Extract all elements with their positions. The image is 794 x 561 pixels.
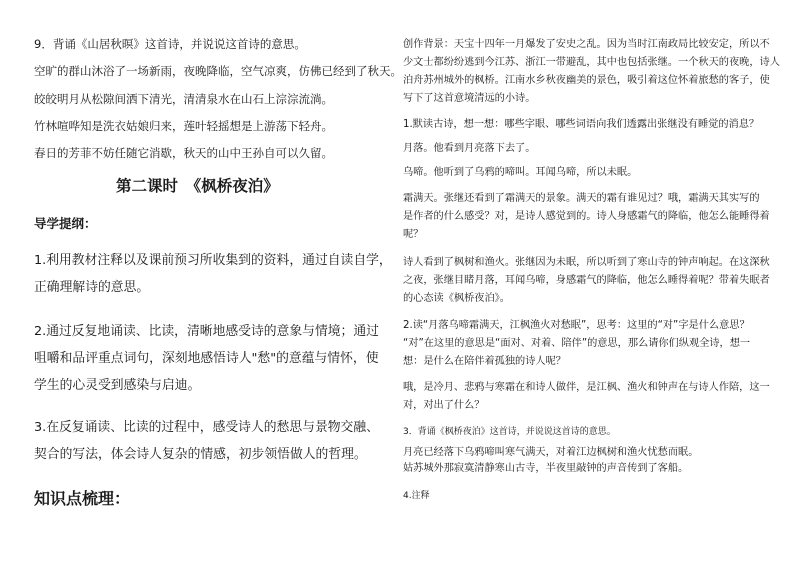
lesson-title: 第二课时 《枫桥夜泊》: [116, 177, 279, 195]
q1-answer-maple-line-2: 之夜，张继目睹月落，耳闻乌啼，身感霜气的降临，他怎么睡得着呢？带着失眠者: [403, 275, 770, 286]
q2-answer-line-1: 哦，是冷月、悲鸦与寒霜在和诗人做伴，是江枫、渔火和钟声在与诗人作陪，这一: [403, 382, 770, 393]
q1-answer-frost-line-2: 是作者的什么感受？对，是诗人感觉到的。诗人身感霜气的降临，他怎么能睡得着: [403, 211, 770, 222]
guide-item-1-line-1: 1.利用教材注释以及课前预习所收集到的资料，通过自读自学，: [34, 253, 392, 268]
q4-title: 4.注释: [403, 491, 430, 501]
q1-answer-maple-line-1: 诗人看到了枫树和渔火。张继因为未眠，所以听到了寒山寺的钟声响起。在这深秋: [403, 257, 770, 268]
knowledge-heading: 知识点梳理：: [34, 489, 131, 508]
q1-answer-frost-line-3: 呢？: [403, 229, 424, 240]
background-line-2: 少文士都纷纷逃到今江苏、浙江一带避乱，其中也包括张继。一个秋天的夜晚，诗人: [403, 57, 780, 68]
q9-line-1: 空旷的群山沐浴了一场新雨，夜晚降临，空气凉爽，仿佛已经到了秋天。: [34, 64, 402, 78]
q2-line-1: 2.读“月落乌啼霜满天，江枫渔火对愁眠”，思考：这里的“对”字是什么意思？: [403, 320, 750, 331]
q3-title: 3．背诵《枫桥夜泊》这首诗，并说说这首诗的意思。: [403, 427, 616, 437]
q9-line-3: 竹林喧哗知是洗衣姑娘归来，莲叶轻摇想是上游荡下轻舟。: [34, 119, 333, 133]
q2-line-3: 想：是什么在陪伴着孤独的诗人呢？: [403, 356, 566, 367]
q3-line-2: 姑苏城外那寂寞清静寒山古寺，半夜里敲钟的声音传到了客船。: [403, 463, 689, 474]
guide-item-3-line-1: 3.在反复诵读、比读的过程中，感受诗人的愁思与景物交融、: [34, 420, 379, 435]
background-line-3: 泊舟苏州城外的枫桥。江南水乡秋夜幽美的景色，吸引着这位怀着旅愁的客子，使: [403, 75, 770, 86]
q1-answer-crow: 乌啼。他听到了乌鸦的啼叫。耳闻乌啼，所以未眠。: [403, 167, 638, 178]
q3-line-1: 月亮已经落下乌鸦啼叫寒气满天，对着江边枫树和渔火忧愁而眠。: [403, 447, 699, 458]
q9-line-2: 皎皎明月从松隙间洒下清光，清清泉水在山石上淙淙流淌。: [34, 92, 333, 106]
guide-item-3-line-2: 契合的写法，体会诗人复杂的情感，初步领悟做人的哲理。: [34, 447, 367, 462]
guide-item-2-line-2: 咀嚼和品评重点词句，深刻地感悟诗人"愁"的意蕴与情怀，使: [34, 351, 379, 366]
q1-title: 1.默读古诗，想一想：哪些字眼、哪些词语向我们透露出张继没有睡觉的消息？: [403, 119, 760, 130]
q9-title: 9．背诵《山居秋暝》这首诗，并说说这首诗的意思。: [34, 37, 306, 51]
q9-line-4: 春日的芳菲不妨任随它消歇，秋天的山中王孙自可以久留。: [34, 146, 333, 160]
background-line-4: 写下了这首意境清远的小诗。: [403, 93, 536, 104]
q1-answer-moon: 月落。他看到月亮落下去了。: [403, 143, 536, 154]
q2-answer-line-2: 对，对出了什么？: [403, 400, 485, 411]
background-line-1: 创作背景：天宝十四年一月爆发了安史之乱。因为当时江南政局比较安定，所以不: [403, 39, 770, 50]
q1-answer-maple-line-3: 的心态读《枫桥夜泊》。: [403, 293, 510, 304]
guide-item-1-line-2: 正确理解诗的意思。: [34, 280, 150, 295]
guide-item-2-line-3: 学生的心灵受到感染与启迪。: [34, 378, 201, 393]
q1-answer-frost-line-1: 霜满天。张继还看到了霜满天的景象。满天的霜有谁见过？哦，霜满天其实写的: [403, 193, 760, 204]
guide-heading: 导学提纲：: [34, 216, 97, 231]
guide-item-2-line-1: 2.通过反复地诵读、比读，清晰地感受诗的意象与情境；通过: [34, 324, 379, 339]
q2-line-2: “对”在这里的意思是“面对、对着、陪伴”的意思，那么请你们纵观全诗，想一: [403, 338, 751, 349]
